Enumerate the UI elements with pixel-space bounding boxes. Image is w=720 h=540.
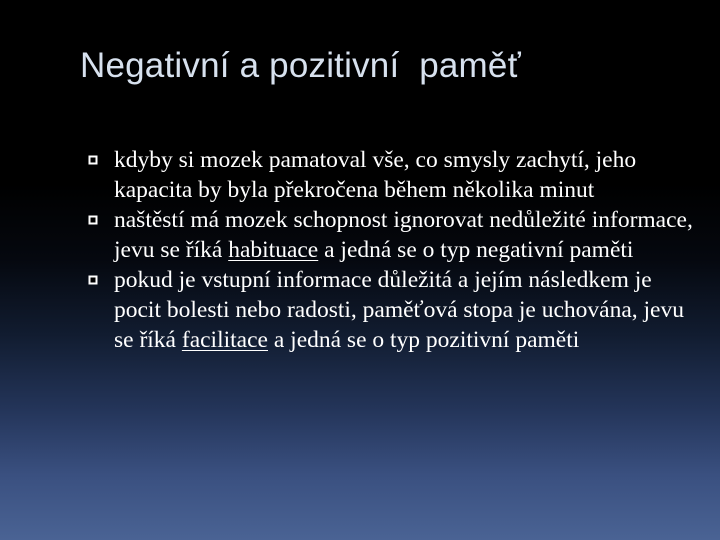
facilitace-link[interactable]: facilitace [181,327,268,353]
square-bullet-icon [88,275,98,285]
list-item [88,265,698,355]
habituace-link[interactable]: habituace [228,237,319,263]
list-item [88,205,698,265]
slide-title: Negativní a pozitivní paměť [80,46,521,85]
bullet-text-tail: a jedná se o typ negativní paměti [318,237,634,263]
square-bullet-icon [88,215,98,225]
bullet-list [88,145,698,355]
bullet-text-tail: a jedná se o typ pozitivní paměti [267,327,580,353]
square-bullet-icon [88,155,98,165]
bullet-text: kdyby si mozek pamatoval vše, co smysly zachytí, jeho kapacita by byla překročena během několika minut [114,147,637,203]
bullet-text: pokud je vstupní informace důležitá a jejím následkem je pocit bolesti nebo radosti, paměťová stopa je uchována, jevu se říká [114,267,684,353]
bullet-text: naštěstí má mozek schopnost ignorovat nedůležité informace, jevu se říká [114,207,693,263]
list-item [88,145,698,205]
